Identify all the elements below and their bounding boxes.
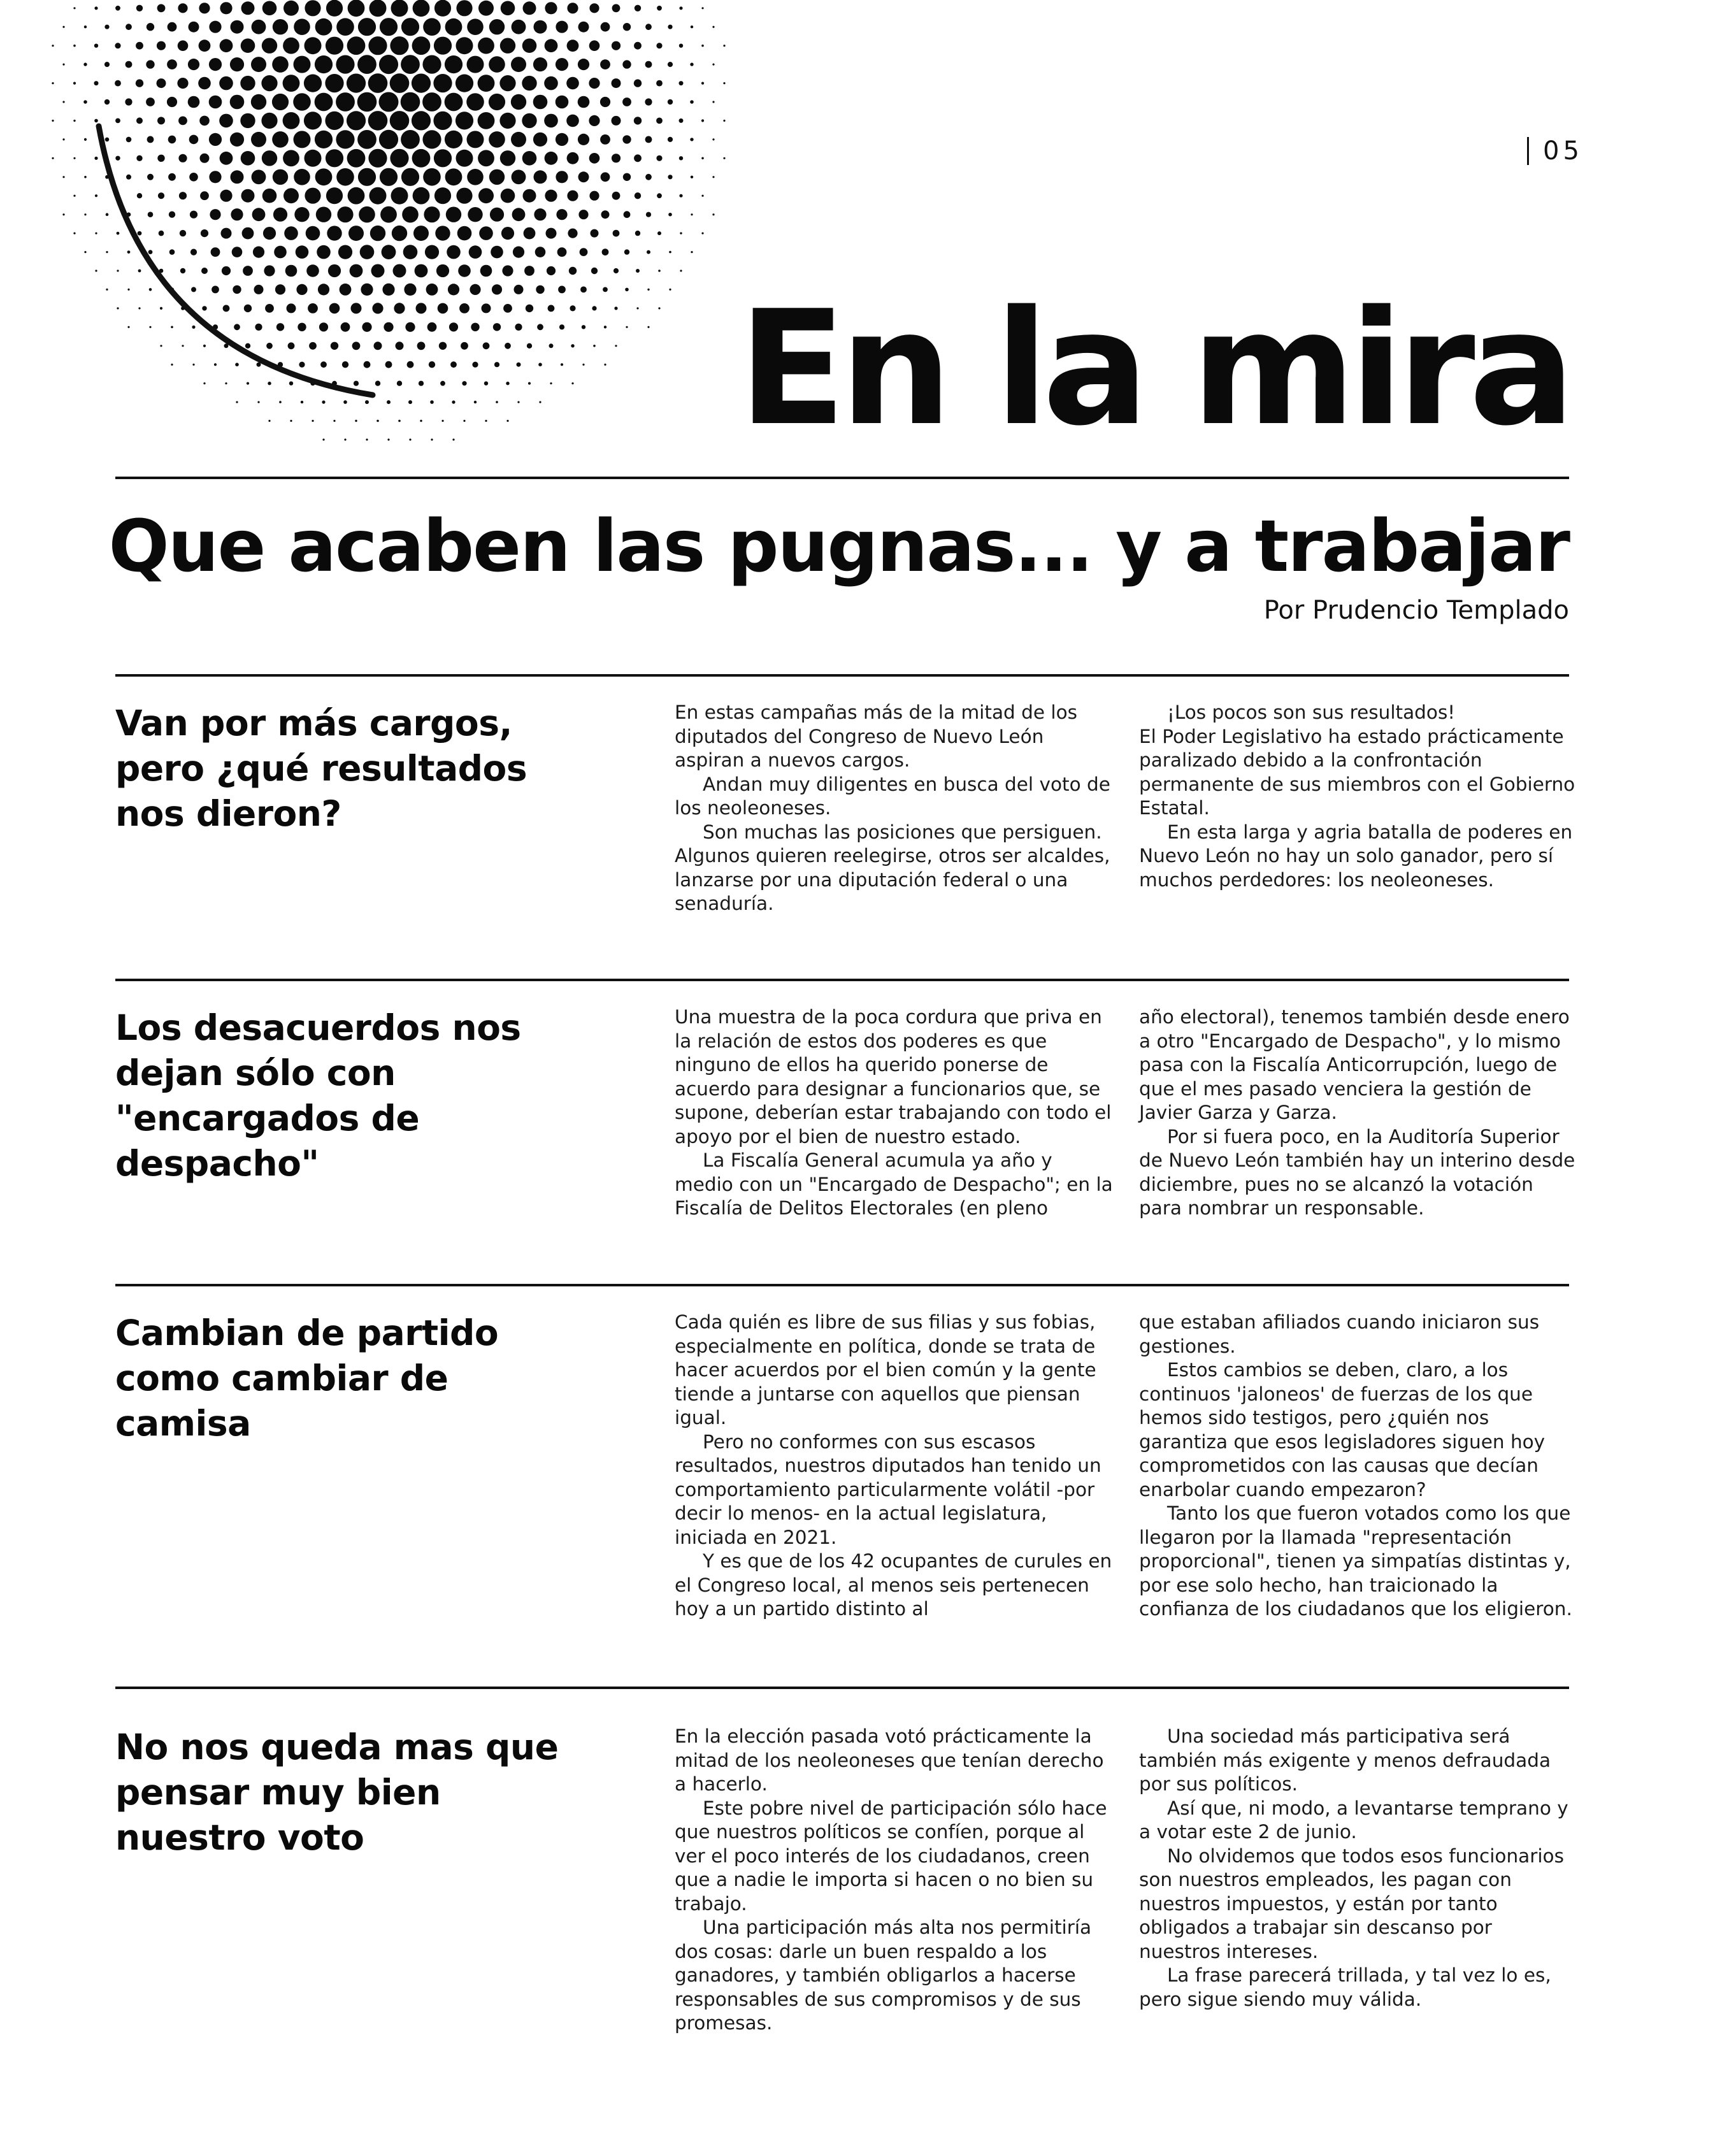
section-heading: Los desacuerdos nos dejan sólo con "encargados de despacho"	[115, 1007, 521, 1184]
text-column-left	[675, 701, 1114, 916]
text-column-left	[675, 1311, 1114, 1622]
section-heading: Van por más cargos, pero ¿qué resultados nos dieron?	[115, 703, 527, 834]
paragraph: En estas campañas más de la mitad de los diputados del Congreso de Nuevo León aspiran a nuevos cargos.	[675, 701, 1077, 771]
paragraph: En esta larga y agria batalla de poderes en Nuevo León no hay un solo ganador, pero sí muchos perdedores: los neoleoneses.	[1139, 821, 1573, 891]
paragraph: Y es que de los 42 ocupantes de curules en el Congreso local, al menos seis pertenecen hoy a un partido distinto al	[675, 1550, 1112, 1620]
paragraph: ¡Los pocos son sus resultados!	[1167, 701, 1456, 723]
paragraph: Andan muy diligentes en busca del voto de los neoleoneses.	[675, 773, 1110, 819]
text-column-right	[1139, 1311, 1579, 1622]
halftone-dots	[52, 0, 725, 441]
section-heading: No nos queda mas que pensar muy bien nuestro voto	[115, 1727, 559, 1858]
byline: Por Prudencio Templado	[1263, 596, 1569, 625]
divider	[115, 1284, 1569, 1286]
paragraph: Una muestra de la poca cordura que priva en la relación de estos dos poderes es que ninguno de ellos ha querido ponerse de acuerdo para designar a funcionarios que, se supone, deberían estar trabajando con todo el apoyo por el bien de nuestro estado.	[675, 1006, 1112, 1147]
paragraph: Cada quién es libre de sus filias y sus fobias, especialmente en política, donde se trata de hacer acuerdos por el bien común y la gente tiende a juntarse con aquellos que piensan igual.	[675, 1311, 1096, 1428]
paragraph: Así que, ni modo, a levantarse temprano y a votar este 2 de junio.	[1139, 1797, 1568, 1843]
page-number-divider	[1527, 137, 1529, 165]
article-title: Que acaben las pugnas... y a trabajar	[108, 505, 1569, 588]
paragraph: El Poder Legislativo ha estado prácticamente paralizado debido a la confrontación permanente de sus miembros con el Gobierno Estatal.	[1139, 725, 1575, 819]
text-column-right	[1139, 1725, 1579, 2011]
section-heading: Cambian de partido como cambiar de camisa	[115, 1313, 499, 1444]
page-number-text: 05	[1543, 136, 1583, 166]
text-column-left	[675, 1005, 1114, 1221]
paragraph: que estaban afiliados cuando iniciaron sus gestiones.	[1139, 1311, 1540, 1357]
divider	[115, 477, 1569, 479]
paragraph: Tanto los que fueron votados como los que llegaron por la llamada "representación proporcional", tienen ya simpatías distintas y, por ese solo hecho, han traicionado la confianza de los ciudadanos que los eligieron.	[1139, 1502, 1572, 1620]
divider	[115, 674, 1569, 677]
paragraph: No olvidemos que todos esos funcionarios son nuestros empleados, les pagan con nuestros impuestos, y están por tanto obligados a trabajar sin descanso por nuestros intereses.	[1139, 1845, 1564, 1962]
text-column-right	[1139, 1005, 1579, 1221]
paragraph: año electoral), tenemos también desde enero a otro "Encargado de Despacho", y lo mismo pasa con la Fiscalía Anticorrupción, luego de que el mes pasado venciera la gestión de Javier Garza y Garza.	[1139, 1006, 1570, 1123]
paragraph: Son muchas las posiciones que persiguen. Algunos quieren reelegirse, otros ser alcaldes, lanzarse por una diputación federal o una senaduría.	[675, 821, 1110, 914]
text-column-right	[1139, 701, 1579, 892]
divider	[115, 979, 1569, 981]
paragraph: Este pobre nivel de participación sólo hace que nuestros políticos se confíen, porque al ver el poco interés de los ciudadanos, creen que a nadie le importa si hacen o no bien su trabajo.	[675, 1797, 1107, 1915]
paragraph: Una participación más alta nos permitiría dos cosas: darle un buen respaldo a los ganadores, y también obligarlos a hacerse responsables de sus compromisos y de sus promesas.	[675, 1917, 1092, 2034]
section-kicker: En la mira	[738, 277, 1569, 461]
paragraph: Estos cambios se deben, claro, a los continuos 'jaloneos' de fuerzas de los que hemos sido testigos, pero ¿quién nos garantiza que esos legisladores siguen hoy comprometidos con las causas que decían enarbolar cuando empezaron?	[1139, 1359, 1546, 1500]
paragraph: Una sociedad más participativa será también más exigente y menos defraudada por sus políticos.	[1139, 1725, 1551, 1795]
page-number	[1527, 135, 1583, 167]
paragraph: Por si fuera poco, en la Auditoría Superior de Nuevo León también hay un interino desde diciembre, pues no se alcanzó la votación para nombrar un responsable.	[1139, 1125, 1575, 1219]
divider	[115, 1687, 1569, 1689]
paragraph: Pero no conformes con sus escasos resultados, nuestros diputados han tenido un comportamiento particularmente volátil -por decir lo menos- en la actual legislatura, iniciada en 2021.	[675, 1430, 1101, 1548]
paragraph: En la elección pasada votó prácticamente la mitad de los neoleoneses que tenían derecho a hacerlo.	[675, 1725, 1104, 1795]
text-column-left	[675, 1725, 1114, 2036]
paragraph: La Fiscalía General acumula ya año y medio con un "Encargado de Despacho"; en la Fiscalía de Delitos Electorales (en pleno	[675, 1149, 1113, 1219]
halftone-circle-graphic	[0, 0, 752, 471]
paragraph: La frase parecerá trillada, y tal vez lo es, pero sigue siendo muy válida.	[1139, 1964, 1551, 2010]
